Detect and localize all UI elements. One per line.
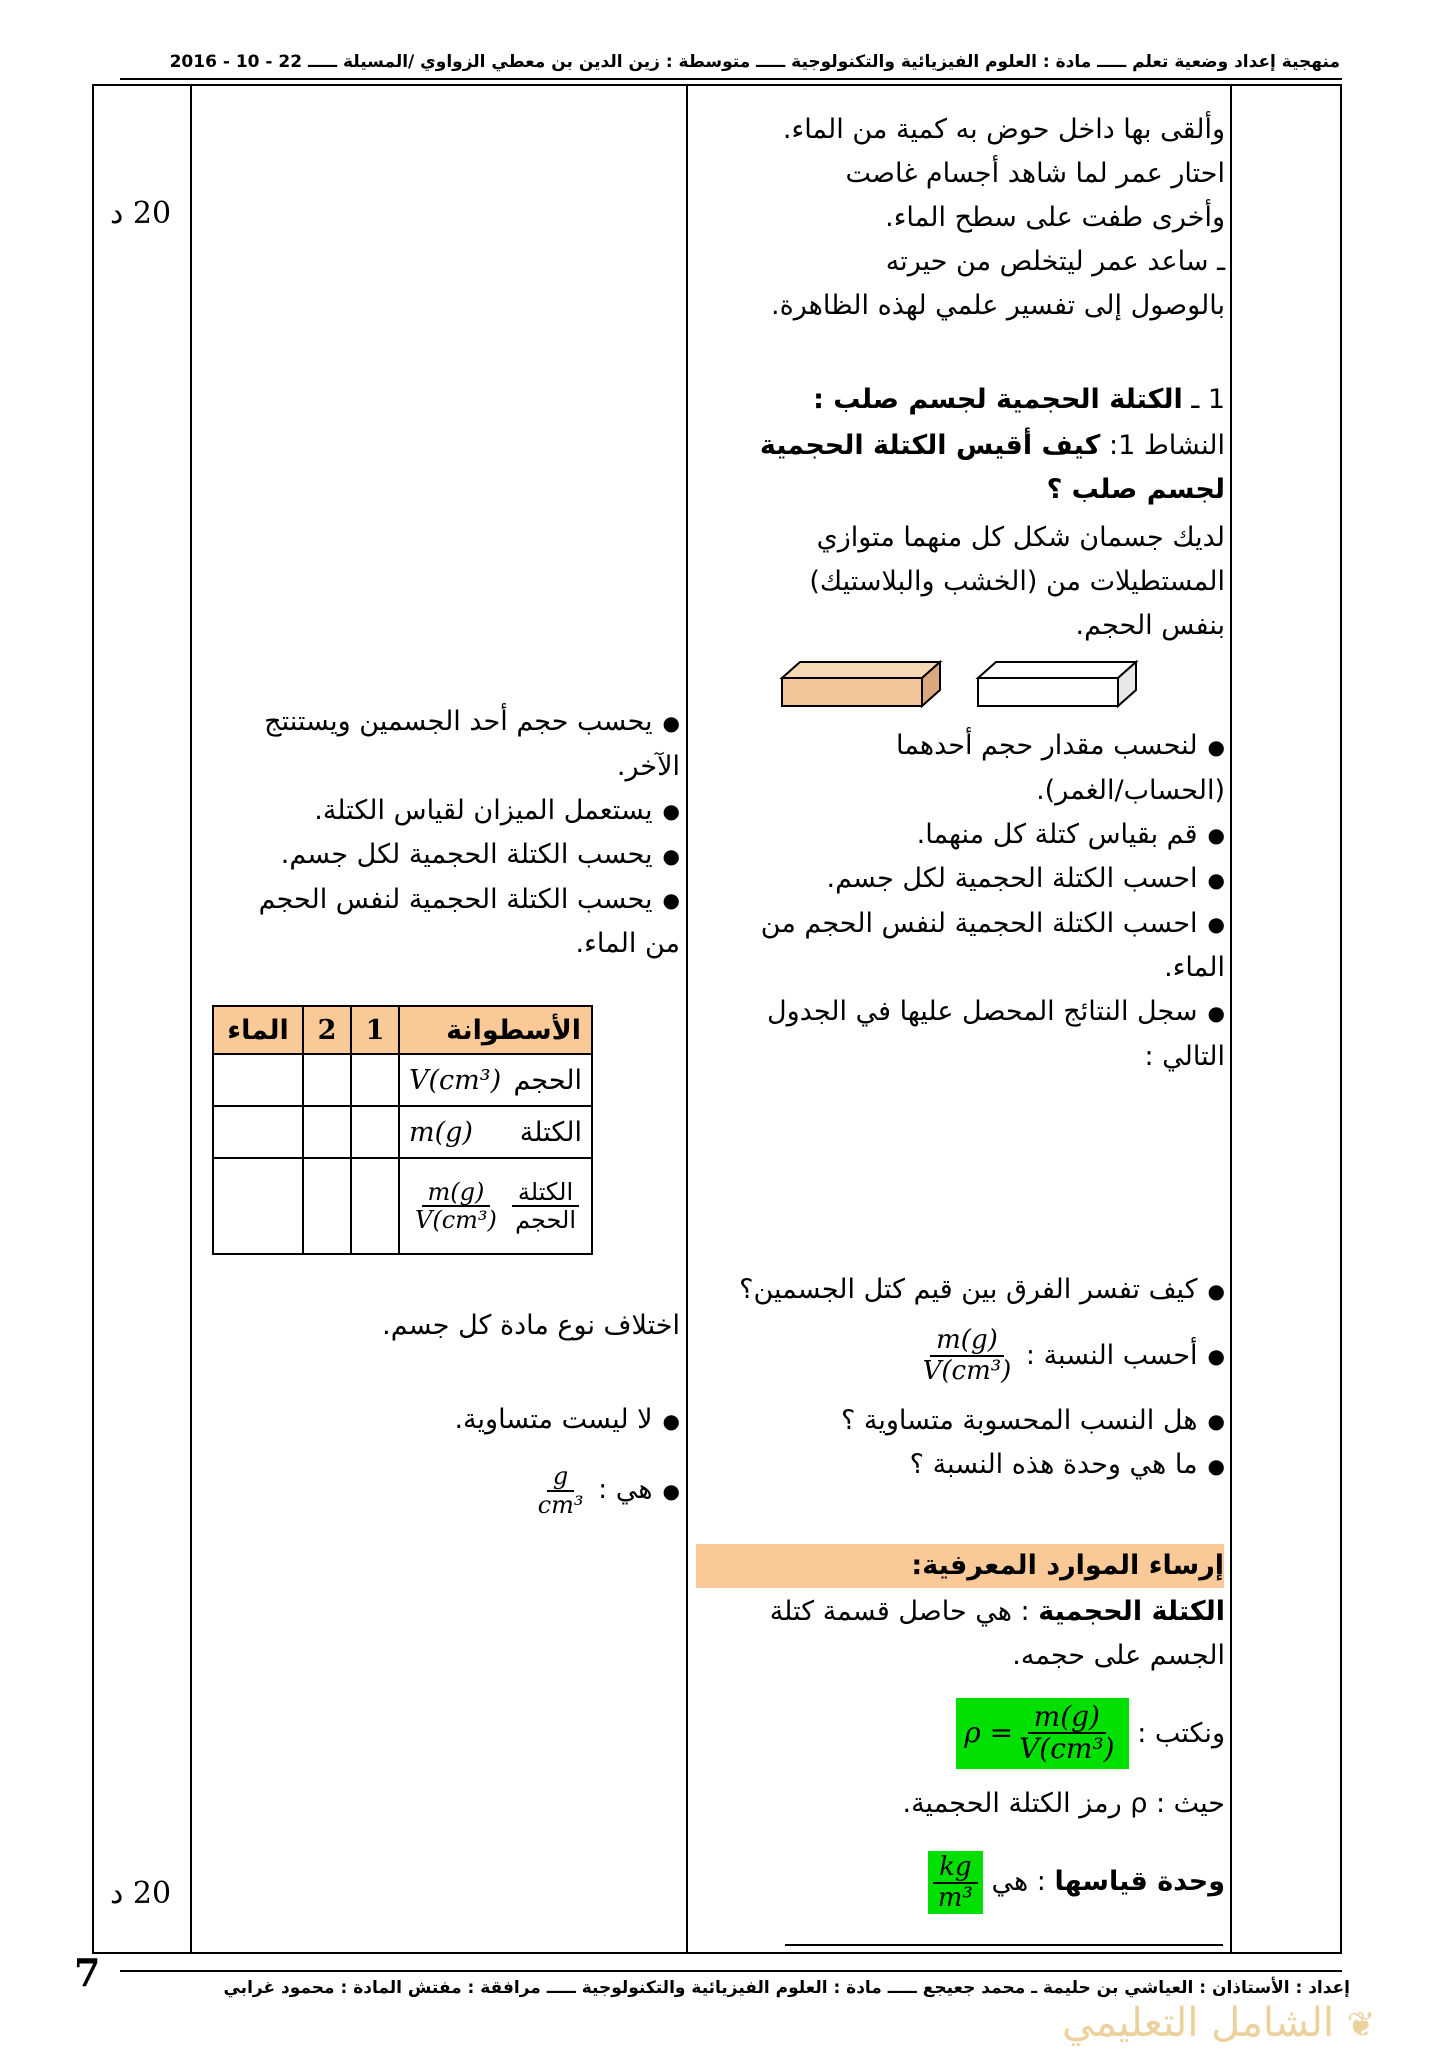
fraction-numerator: kg <box>933 1853 977 1884</box>
blocks-illustration <box>770 656 1140 720</box>
answer-row <box>210 1450 680 1530</box>
write-label: ونكتب : <box>1137 1718 1225 1749</box>
question-item: ● أحسب النسبة : <box>1026 1340 1225 1371</box>
response-item: ● يحسب الكتلة الحجمية لنفس الحجم <box>210 878 680 923</box>
question-list <box>695 1268 1225 1488</box>
table-row <box>213 1106 592 1158</box>
question-item: ● كيف تفسر الفرق بين قيم كتل الجسمين؟ <box>695 1268 1225 1313</box>
fraction-denominator: الحجم <box>515 1206 576 1234</box>
fraction-denominator: cm³ <box>537 1490 584 1519</box>
unit-label: وحدة قياسها <box>1054 1866 1225 1897</box>
unit-fraction <box>932 1853 979 1912</box>
wood-block <box>782 662 940 706</box>
expected-responses <box>210 700 680 966</box>
task-item: ● احسب الكتلة الحجمية لنفس الحجم من <box>695 902 1225 947</box>
section-title: الكتلة الحجمية لجسم صلب : <box>813 384 1183 415</box>
fraction-denominator: V(cm³) <box>1019 1732 1115 1766</box>
text-line: احتار عمر لما شاهد أجسام غاصت <box>845 158 1225 189</box>
definition-term: الكتلة الحجمية <box>1038 1596 1225 1627</box>
plastic-block <box>978 662 1136 706</box>
question-item: ● هل النسب المحسوبة متساوية ؟ <box>695 1399 1225 1444</box>
row-unit: V(cm³) <box>409 1064 502 1096</box>
task-item-cont: الماء. <box>1164 952 1225 983</box>
task-item: ● احسب الكتلة الحجمية لكل جسم. <box>695 857 1225 902</box>
activity-label: النشاط 1: <box>1108 430 1225 461</box>
results-table <box>212 1005 593 1255</box>
formula-row <box>695 1686 1225 1782</box>
formula <box>964 1699 1120 1766</box>
table-cell <box>303 1158 351 1254</box>
watermark-text: الشامل التعليمي <box>1062 2000 1335 2046</box>
formula-fraction <box>1013 1699 1121 1766</box>
row-unit: m(g) <box>409 1116 473 1148</box>
task-item: ● قم بقياس كتلة كل منهما. <box>695 813 1225 858</box>
unit-box <box>928 1851 983 1914</box>
definition-text: : هي حاصل قسمة كتلة <box>769 1596 1030 1627</box>
header-cell: 1 <box>351 1006 399 1054</box>
text-line: وأخرى طفت على سطح الماء. <box>885 202 1225 233</box>
response-item: ● يحسب الكتلة الحجمية لكل جسم. <box>210 833 680 878</box>
fraction-numerator: m(g) <box>422 1179 491 1207</box>
header-rule <box>120 78 1342 80</box>
text-line: وألقى بها داخل حوض به كمية من الماء. <box>782 114 1225 145</box>
fraction-numerator: m(g) <box>1028 1702 1106 1735</box>
symbol-note: حيث : ρ رمز الكتلة الحجمية. <box>902 1788 1225 1819</box>
page-header: منهجية إعداد وضعية تعلم ـــــ مادة : العلوم الفيزيائية والتكنولوجية ـــــ متوسطة : زين الدين بن معطي الزواوي /المسيلة ـــــ 22 - 10 - 2016 <box>169 52 1340 72</box>
col-divider-time <box>190 84 192 1954</box>
intro-text <box>695 108 1225 328</box>
table-cell <box>213 1054 303 1106</box>
unit-fraction <box>409 1179 503 1234</box>
col-divider-mid <box>686 84 688 1954</box>
answer: ● لا ليست متساوية. <box>210 1398 680 1443</box>
task-item: ● سجل النتائج المحصل عليها في الجدول <box>695 990 1225 1035</box>
activity-heading <box>695 424 1225 512</box>
row-label: الحجم <box>513 1064 582 1096</box>
ratio-fraction <box>917 1326 1018 1385</box>
formula-lhs: ρ = <box>964 1716 1014 1749</box>
fraction-numerator: g <box>547 1463 574 1491</box>
response-item: ● يستعمل الميزان لقياس الكتلة. <box>210 789 680 834</box>
task-item-cont: التالي : <box>1144 1040 1225 1072</box>
fraction-denominator: m³ <box>937 1882 973 1913</box>
text-line: بالوصول إلى تفسير علمي لهذه الظاهرة. <box>771 290 1225 321</box>
row-label-cell <box>399 1158 592 1254</box>
response-item-cont: من الماء. <box>575 928 680 959</box>
question-ratio-row <box>695 1313 1225 1399</box>
activity-title: كيف أقيس الكتلة الحجمية <box>759 430 1101 461</box>
formula-box <box>956 1698 1128 1770</box>
table-cell <box>351 1054 399 1106</box>
time-label: 20 د <box>110 196 172 231</box>
text-line: المستطيلات من (الخشب والبلاستيك) <box>809 566 1225 597</box>
table-cell <box>303 1054 351 1106</box>
question-item: ● ما هي وحدة هذه النسبة ؟ <box>695 1443 1225 1488</box>
row-label-cell <box>399 1106 592 1158</box>
section-number: 1 ـ <box>1191 384 1225 415</box>
section-heading <box>695 378 1225 422</box>
label-fraction <box>509 1179 582 1234</box>
task-item-cont: (الحساب/الغمر). <box>1036 774 1225 806</box>
fraction-numerator: m(g) <box>930 1326 1004 1357</box>
header-cell: الماء <box>213 1006 303 1054</box>
text-line: بنفس الحجم. <box>1075 610 1225 641</box>
answer: اختلاف نوع مادة كل جسم. <box>382 1310 680 1341</box>
text-line: لديك جسمان شكل كل منهما متوازي <box>816 522 1225 553</box>
activity-title-cont: لجسم صلب ؟ <box>1046 474 1225 505</box>
task-item: ● لنحسب مقدار حجم أحدهما <box>695 724 1225 769</box>
table-cell <box>351 1106 399 1158</box>
fraction-denominator: V(cm³) <box>922 1356 1012 1386</box>
unit-text: : هي <box>991 1866 1046 1897</box>
response-item-cont: الآخر. <box>616 750 680 782</box>
unit-row <box>695 1834 1225 1930</box>
page-number: 7 <box>74 1950 101 1995</box>
knowledge-heading: إرساء الموارد المعرفية: <box>696 1544 1224 1588</box>
definition-text-cont: الجسم على حجمه. <box>1012 1640 1225 1671</box>
frame-left <box>92 84 94 1954</box>
frame-top <box>92 84 1340 86</box>
table-header-row <box>213 1006 592 1054</box>
time-label: 20 د <box>110 1876 172 1911</box>
footer-rule <box>120 1970 1342 1972</box>
response-item: ● يحسب حجم أحد الجسمين ويستنتج <box>210 700 680 745</box>
table-cell <box>213 1158 303 1254</box>
answer-line <box>785 1944 1223 1946</box>
task-list <box>695 724 1225 1079</box>
frame-right <box>1340 84 1342 1954</box>
col-divider-main <box>1230 84 1232 1954</box>
watermark-logo <box>1062 2000 1375 2046</box>
answer: ● هي : <box>598 1474 680 1505</box>
row-label: الكتلة <box>519 1116 582 1148</box>
table-row <box>213 1158 592 1254</box>
page-footer: إعداد : الأستاذان : العياشي بن حليمة ـ محمد جعيجع ـــــ مادة : العلوم الفيزيائية والتكنولوجية ـــــ مرافقة : مفتش المادة : محمود غرابي <box>223 1978 1350 1998</box>
table-cell <box>303 1106 351 1158</box>
leaf-icon: ❦ <box>1346 2005 1376 2045</box>
fraction-denominator: V(cm³) <box>415 1206 497 1234</box>
fraction-numerator: الكتلة <box>512 1179 579 1207</box>
text-line: ـ ساعد عمر ليتخلص من حيرته <box>885 246 1225 277</box>
table-cell <box>213 1106 303 1158</box>
frame-bottom <box>92 1952 1340 1954</box>
unit-fraction <box>532 1463 590 1518</box>
activity-description <box>695 516 1225 648</box>
row-label-cell <box>399 1054 592 1106</box>
definition <box>695 1590 1225 1678</box>
table-row <box>213 1054 592 1106</box>
header-cell: الأسطوانة <box>399 1006 592 1054</box>
header-cell: 2 <box>303 1006 351 1054</box>
table-cell <box>351 1158 399 1254</box>
